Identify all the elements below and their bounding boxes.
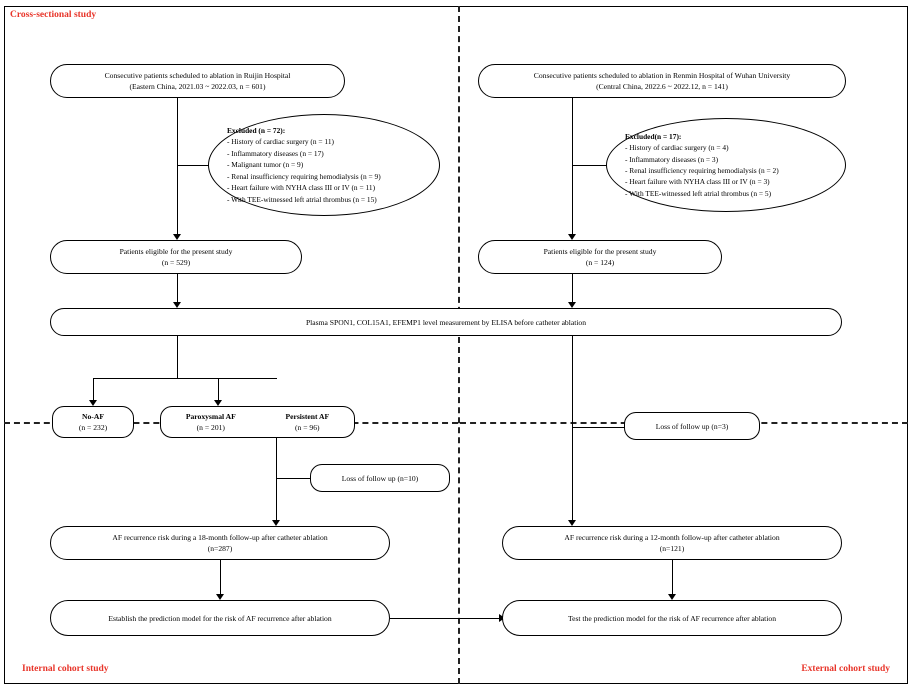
external-excluded-item-2: - Renal insufficiency requiring hemodialysis (n = 2) [625,166,779,175]
external-loss-box [624,412,760,440]
internal-excluded-item-4: - Heart failure with NYHA class III or IV (n = 11) [227,183,376,193]
external-recurrence-line1: AF recurrence risk during a 12-month follow-up after catheter ablation [564,533,780,542]
internal-groups-spreader [93,378,277,379]
internal-connector-to-excluded [177,165,212,166]
connector-model-to-test [390,618,503,619]
external-excluded-item-4: - With TEE-witnessed left atrial thrombus (n = 5) [625,188,772,198]
external-excluded-item-0: - History of cardiac surgery (n = 4) [625,143,729,153]
internal-connector-elisa-groups [177,336,178,378]
internal-excluded-title: Excluded (n = 72): [227,125,286,135]
internal-connector-enroll-eligible [177,98,178,238]
internal-group-noaf-box [52,406,134,438]
external-arrow-elisa [568,302,576,308]
diagram-border [4,6,908,684]
external-connector-enroll-eligible [572,98,573,238]
internal-model-box [50,600,390,636]
internal-group-noaf-count: (n = 232) [78,423,108,432]
internal-model-text: Establish the prediction model for the risk of AF recurrence after ablation [108,613,332,623]
internal-group-paroxysmal [186,411,236,433]
internal-group-noaf-name: No-AF [82,412,104,421]
internal-connector-af-recurrence [276,438,277,524]
label-external-cohort-study: External cohort study [801,664,890,674]
external-enrollment-line1: Consecutive patients scheduled to ablation in Renmin Hospital of Wuhan University [533,71,791,80]
external-eligible-line2: (n = 124) [585,258,615,267]
internal-recurrence-box [50,526,390,560]
external-recurrence-box [502,526,842,560]
external-model-text: Test the prediction model for the risk of AF recurrence after ablation [567,613,776,623]
external-connector-to-loss [572,427,626,428]
internal-group-af-box [160,406,355,438]
internal-excluded-item-5: - With TEE-witnessed left atrial thrombus (n = 15) [227,194,377,204]
internal-group-persistent-count: (n = 96) [295,423,320,432]
external-excluded-box [606,118,846,212]
internal-connector-to-loss [276,478,312,479]
internal-eligible-line2: (n = 529) [161,258,191,267]
internal-loss-text: Loss of follow up (n=10) [341,473,419,483]
internal-excluded-item-3: - Renal insufficiency requiring hemodialysis (n = 9) [227,171,381,181]
internal-enrollment-line2: (Eastern China, 2021.03 ~ 2022.03, n = 601) [129,82,266,91]
external-excluded-item-1: - Inflammatory diseases (n = 3) [625,154,719,164]
external-enrollment-box [478,64,846,98]
internal-eligible-line1: Patients eligible for the present study [119,247,233,256]
external-enrollment-line2: (Central China, 2022.6 ~ 2022.12, n = 141) [596,82,728,91]
external-connector-recurrence-model [672,560,673,598]
internal-loss-box [310,464,450,492]
external-recurrence-line2: (n=121) [659,544,685,553]
internal-recurrence-line2: (n=287) [207,544,233,553]
internal-group-persistent [285,411,329,433]
internal-excluded-box [208,114,440,216]
external-eligible-line1: Patients eligible for the present study [543,247,657,256]
internal-excluded-item-1: - Inflammatory diseases (n = 17) [227,148,324,158]
internal-recurrence-line1: AF recurrence risk during a 18-month follow-up after catheter ablation [112,533,328,542]
external-model-box [502,600,842,636]
elisa-text: Plasma SPON1, COL15A1, EFEMP1 level measurement by ELISA before catheter ablation [305,317,587,327]
external-excluded-item-3: - Heart failure with NYHA class III or IV (n = 3) [625,177,770,187]
internal-group-paroxysmal-name: Paroxysmal AF [185,412,236,421]
external-eligible-box [478,240,722,274]
external-loss-text: Loss of follow up (n=3) [655,421,729,431]
elisa-box [50,308,842,336]
internal-enrollment-line1: Consecutive patients scheduled to ablation in Ruijin Hospital [104,71,291,80]
external-connector-to-excluded [572,165,610,166]
internal-connector-recurrence-model [220,560,221,598]
internal-eligible-box [50,240,302,274]
internal-excluded-item-2: - Malignant tumor (n = 9) [227,160,304,170]
vertical-divider [458,6,460,684]
external-excluded-title: Excluded(n = 17): [625,131,682,141]
internal-enrollment-box [50,64,345,98]
internal-group-persistent-name: Persistent AF [285,412,330,421]
label-cross-sectional-study: Cross-sectional study [10,10,97,20]
external-connector-elisa-recurrence [572,336,573,524]
internal-excluded-item-0: - History of cardiac surgery (n = 11) [227,137,334,147]
internal-group-paroxysmal-count: (n = 201) [196,423,225,432]
label-internal-cohort-study: Internal cohort study [22,664,109,674]
